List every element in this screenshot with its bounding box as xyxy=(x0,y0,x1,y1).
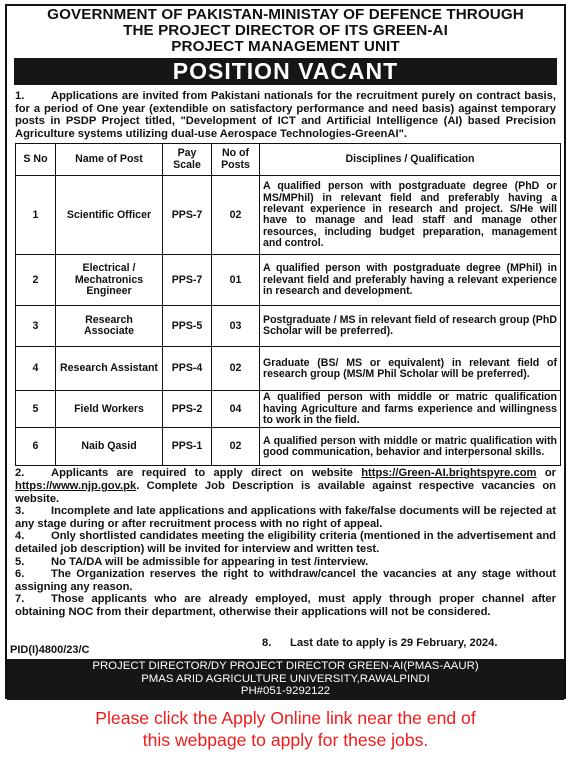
cell-sno: 6 xyxy=(16,428,56,466)
note-3 xyxy=(7,505,564,530)
cell-scale: PPS-2 xyxy=(163,391,212,428)
cell-count: 02 xyxy=(212,176,260,255)
cell-qualification: Postgraduate / MS in relevant field of research group (PhD Scholar will be preferred). xyxy=(260,306,561,347)
cell-post: Naib Qasid xyxy=(56,428,163,466)
note-7-number: 7. xyxy=(15,593,25,606)
intro-paragraph xyxy=(7,90,564,140)
cell-qualification: Graduate (BS/ MS or equivalent) in relevant field of research group (MS/M Phil Scholar will be preferred). xyxy=(260,347,561,391)
note-4 xyxy=(7,530,564,555)
note-3-number: 3. xyxy=(15,505,25,518)
table-row xyxy=(16,176,561,255)
cell-qualification: A qualified person with middle or matric qualification having Agriculture and farms experience and willingness to work in the field. xyxy=(260,391,561,428)
note-5-number: 5. xyxy=(15,555,25,568)
cell-sno: 4 xyxy=(16,347,56,391)
project-title: "Development of ICT and Artificial Intelligence (AI) based Precision Agriculture systems utilizing dual-use Aerospace Technologies-GreenAI" xyxy=(15,115,557,140)
last-date-value: 29 February, 2024 xyxy=(400,637,495,649)
cell-scale: PPS-4 xyxy=(163,347,212,391)
footer-line-3: PH#051-9292122 xyxy=(240,685,331,698)
cell-post: Research Assistant xyxy=(56,347,163,391)
note-2-text-a: Applicants are required to apply direct on website xyxy=(51,467,362,480)
col-header-count: No of Posts xyxy=(212,144,260,176)
cell-scale: PPS-1 xyxy=(163,428,212,466)
note-6 xyxy=(7,568,564,593)
apply-online-notice xyxy=(0,707,571,751)
col-header-scale: Pay Scale xyxy=(163,144,212,176)
footer-line-2: PMAS ARID AGRICULTURE UNIVERSITY,RAWALPINDI xyxy=(141,672,430,685)
footer-line-1: PROJECT DIRECTOR/DY PROJECT DIRECTOR GREEN-AI(PMAS-AAUR) xyxy=(92,660,479,672)
note-5 xyxy=(7,556,564,569)
note-4-number: 4. xyxy=(15,530,25,543)
cell-post: Scientific Officer xyxy=(56,176,163,255)
green-ai-website-link[interactable]: https://Green-AI.brightspyre.com xyxy=(361,467,537,480)
header-line-1: GOVERNMENT OF PAKISTAN-MINISTAY OF DEFENCE THROUGH xyxy=(47,6,524,23)
note-2-number: 2. xyxy=(15,467,25,480)
cell-scale: PPS-7 xyxy=(163,255,212,306)
cell-sno: 3 xyxy=(16,306,56,347)
ad-header xyxy=(7,7,564,55)
table-header-row xyxy=(16,144,561,176)
note-8-number: 8. xyxy=(262,637,272,649)
table-row xyxy=(16,306,561,347)
note-6-text: The Organization reserves the right to withdraw/cancel the vacancies at any stage without assigning any reason. xyxy=(15,568,556,593)
note-4-text: Only shortlisted candidates meeting the eligibility criteria (mentioned in the advertisement and detailed job description) will be invited for interview and written test. xyxy=(15,530,556,555)
cell-count: 02 xyxy=(212,347,260,391)
table-row xyxy=(16,391,561,428)
cell-qualification: A qualified person with postgraduate degree (PhD or MS/MPhil) in relevant field and preferably having a relevant experience in research and project. S/He will have to manage and lead staff and manage other resources, including budget preparation, management and control. xyxy=(260,176,561,255)
table-row xyxy=(16,255,561,306)
cell-count: 03 xyxy=(212,306,260,347)
note-7 xyxy=(7,593,564,618)
note-2-or: or xyxy=(536,467,557,480)
intro-text-c: . xyxy=(403,127,407,140)
contact-footer xyxy=(7,659,564,700)
cell-post: Field Workers xyxy=(56,391,163,428)
intro-number: 1. xyxy=(15,90,25,102)
job-advertisement xyxy=(5,4,566,699)
position-vacant-banner: POSITION VACANT xyxy=(14,58,557,85)
header-line-2: THE PROJECT DIRECTOR OF ITS GREEN-AI xyxy=(123,22,448,39)
table-row xyxy=(16,428,561,466)
cell-count: 04 xyxy=(212,391,260,428)
col-header-sno: S No xyxy=(16,144,56,176)
note-7-text: Those applicants who are already employed, must apply through proper channel after obtaining NOC from their department, otherwise their applications will not be considered. xyxy=(15,593,556,618)
cell-post: Electrical / Mechatronics Engineer xyxy=(56,255,163,306)
cell-sno: 2 xyxy=(16,255,56,306)
njp-website-link[interactable]: https://www.njp.gov.pk xyxy=(15,479,137,492)
note-2 xyxy=(7,467,564,505)
apply-notice-line-2: this webpage to apply for these jobs. xyxy=(142,730,429,750)
notes-section xyxy=(7,467,564,618)
note-2-text-b: . Complete Job Description is available against respective vacancies on website. xyxy=(15,479,556,505)
apply-notice-line-1: Please click the Apply Online link near the end of xyxy=(95,708,476,728)
note-5-text: No TA/DA will be admissible for appearing in test /interview. xyxy=(51,555,369,568)
pid-number: PID(I)4800/23/C xyxy=(10,644,90,656)
cell-sno: 5 xyxy=(16,391,56,428)
cell-sno: 1 xyxy=(16,176,56,255)
positions-table xyxy=(15,143,561,466)
col-header-qualification: Disciplines / Qualification xyxy=(260,144,561,176)
cell-post: Research Associate xyxy=(56,306,163,347)
cell-count: 02 xyxy=(212,428,260,466)
header-line-3: PROJECT MANAGEMENT UNIT xyxy=(171,38,400,55)
cell-scale: PPS-5 xyxy=(163,306,212,347)
cell-qualification: A qualified person with middle or matric qualification with good communication, behavior and interpersonal skills. xyxy=(260,428,561,466)
intro-text-a: Applications are invited from Pakistani nationals for the recruitment purely on contract basis, for a period of One year (extendible on satisfactory performance and need basis) against temporary posts in PSDP Project titled, xyxy=(15,90,556,128)
cell-count: 01 xyxy=(212,255,260,306)
col-header-post: Name of Post xyxy=(56,144,163,176)
note-6-number: 6. xyxy=(15,568,25,581)
table-row xyxy=(16,347,561,391)
cell-scale: PPS-7 xyxy=(163,176,212,255)
note-8-text-b: . xyxy=(494,637,498,649)
note-3-text: Incomplete and late applications and applications with fake/false documents will be rejected at any stage during or after recruitment process with no right of appeal. xyxy=(15,505,556,530)
cell-qualification: A qualified person with postgraduate degree (MPhil) in relevant field and preferably having a relevant experience in research and development. xyxy=(260,255,561,306)
note-8-last-date xyxy=(262,637,497,649)
note-8-text-a: Last date to apply is xyxy=(290,637,401,649)
